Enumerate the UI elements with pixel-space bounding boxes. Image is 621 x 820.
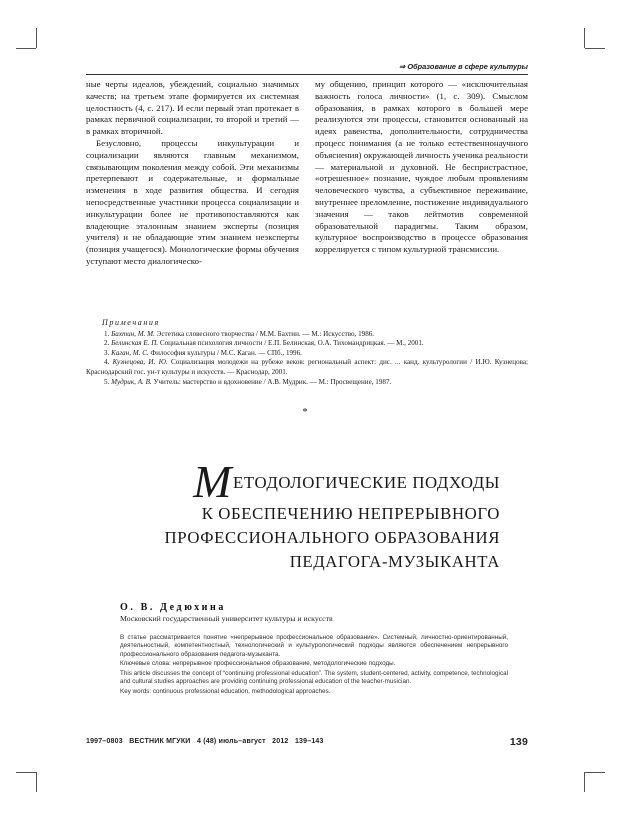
note-text: Социальная психология личности / Е.П. Белинская, О.А. Тихомандрицкая. — М., 2001. bbox=[158, 339, 424, 348]
right-column bbox=[315, 79, 528, 256]
crop-mark bbox=[585, 772, 605, 773]
note-number: 1. bbox=[104, 329, 110, 338]
note-number: 2. bbox=[104, 339, 110, 348]
note-author: Кузнецова, И. Ю. bbox=[112, 358, 168, 367]
section-separator: * bbox=[302, 406, 308, 418]
crop-mark bbox=[584, 772, 585, 792]
footer-pages: 139–143 bbox=[294, 738, 324, 745]
section-title: Образование в сфере культуры bbox=[407, 62, 528, 71]
arrow-icon: ⇒ bbox=[399, 62, 406, 71]
note-number: 4. bbox=[104, 358, 110, 367]
note-text: Философия культуры / М.С. Каган. — СПб., 1996. bbox=[148, 348, 302, 357]
page-number: 139 bbox=[509, 736, 528, 748]
note-number: 5. bbox=[104, 377, 110, 386]
crop-mark bbox=[584, 28, 585, 48]
footer-journal: ВЕСТНИК МГУКИ bbox=[129, 738, 191, 745]
page-footer bbox=[86, 738, 528, 750]
paragraph: ные черты идеалов, убеждений, социально значимых качеств; на третьем этапе формируется их системная целостность (4, с. 217). И если первый этап протекает в рамках первичной социализации, то второй и третий — в рамках вторичной. bbox=[86, 79, 299, 137]
header-rule bbox=[86, 74, 528, 75]
crop-mark bbox=[16, 772, 36, 773]
notes-title: Примечания bbox=[102, 318, 160, 327]
note-text: Эстетика словесного творчества / М.М. Бахтин. — М.: Искусство, 1986. bbox=[154, 329, 375, 338]
note-text: Учитель: мастерство и вдохновение / А.В. Мудрик. — М.: Просвещение, 1987. bbox=[151, 377, 392, 386]
note-author: Мудрик, А. В. bbox=[111, 377, 152, 386]
note-item bbox=[86, 330, 528, 340]
abstract-en: This article discusses the concept of “continuing professional education”. The system, student-centered, activity, competence, technological and cultural studies approaches are providing continuing professional education of the teacher-musician. bbox=[120, 670, 508, 686]
note-item bbox=[86, 378, 528, 388]
title-line: ПРОФЕССИОНАЛЬНОГО ОБРАЗОВАНИЯ bbox=[164, 528, 500, 547]
crop-mark bbox=[16, 48, 36, 49]
footer-year: 2012 bbox=[272, 738, 289, 745]
keywords-ru: Ключевые слова: непрерывное профессиональное образование, методологические подходы. bbox=[120, 660, 396, 668]
note-text: Социализация молодежи на рубеже веков: региональный аспект: дис. ... канд. культурологии / И.Ю. Кузнецова; Краснодарский гос. ун-т культуры и искусств. — Краснодар, 2001. bbox=[86, 358, 529, 376]
keywords-en: Key words: continuous professional education, methodological approaches. bbox=[120, 688, 331, 696]
note-author: Белинская Е. П. bbox=[111, 339, 159, 348]
crop-mark bbox=[36, 772, 37, 792]
abstract-block bbox=[120, 634, 508, 698]
title-line bbox=[120, 456, 500, 507]
notes-section bbox=[86, 318, 528, 387]
author-affiliation: Московский государственный университет культуры и искусств bbox=[120, 614, 333, 623]
note-item bbox=[86, 358, 528, 377]
crop-mark bbox=[585, 48, 605, 49]
title-line: ПЕДАГОГА-МУЗЫКАНТА bbox=[289, 552, 500, 571]
running-header bbox=[86, 62, 528, 73]
crop-mark bbox=[36, 28, 37, 48]
left-column bbox=[86, 79, 299, 268]
abstract-ru: В статье рассматривается понятие «непрерывное профессиональное образование». Системный, личностно-ориентированный, деятельностный, компетентностный, технологический и культурологический подходы являются обеспечением непрерывного профессионального образования педагога-музыканта. bbox=[120, 634, 508, 658]
author-name: О. В. Дедюхина bbox=[120, 602, 226, 613]
paragraph: му общению, принцип которого — «исключительная важность голоса личности» (1, с. 309). Смыслом образования, в рамках которого в большей мере реализуются эти процессы, становится основанный на идеях равенства, дополнительности, сотрудничества процесс понимания (а не только естественнонаучного объяснения) окружающей личность ученика реальности — материальной и духовной. Не беспристрастное, «отрешенное» познание, чуждое любым проявлениям человеческого чувства, а субъективное переживание, внутреннее преломление, постижение индивидуального значения — таков лейтмотив современной образовательной парадигмы. Таким образом, культурное воспроизводство в процессе образования коррелируется с типом культурной трансмиссии. bbox=[315, 79, 528, 255]
title-line-text: ЕТОДОЛОГИЧЕСКИЕ ПОДХОДЫ bbox=[233, 473, 500, 492]
note-item bbox=[86, 339, 528, 349]
note-author: Бахтин, М. М. bbox=[111, 329, 155, 338]
footer-issue: 4 (48) июль–август bbox=[196, 738, 266, 745]
note-number: 3. bbox=[104, 348, 110, 357]
note-author: Каган, М. С. bbox=[111, 348, 149, 357]
title-dropcap: М bbox=[193, 456, 232, 507]
paragraph: Безусловно, процессы инкультурации и социализации являются главным механизмом, связывающим поколения между собой. Эти механизмы претерпевают и содержательные, и формальные изменения в ходе развития общества. И сегодня непосредственные участники процесса социализации и инкультурации более не противопоставляются как владеющие эталонным знанием эксперты (позиция учителя) и не обладающие этим знанием неэксперты (позиция учащегося). Монологические формы обучения уступают место диалогическо- bbox=[86, 137, 299, 266]
article-title bbox=[120, 456, 500, 574]
title-line: К ОБЕСПЕЧЕНИЮ НЕПРЕРЫВНОГО bbox=[201, 504, 500, 523]
note-item bbox=[86, 349, 528, 359]
footer-issn: 1997–0803 bbox=[86, 738, 123, 745]
